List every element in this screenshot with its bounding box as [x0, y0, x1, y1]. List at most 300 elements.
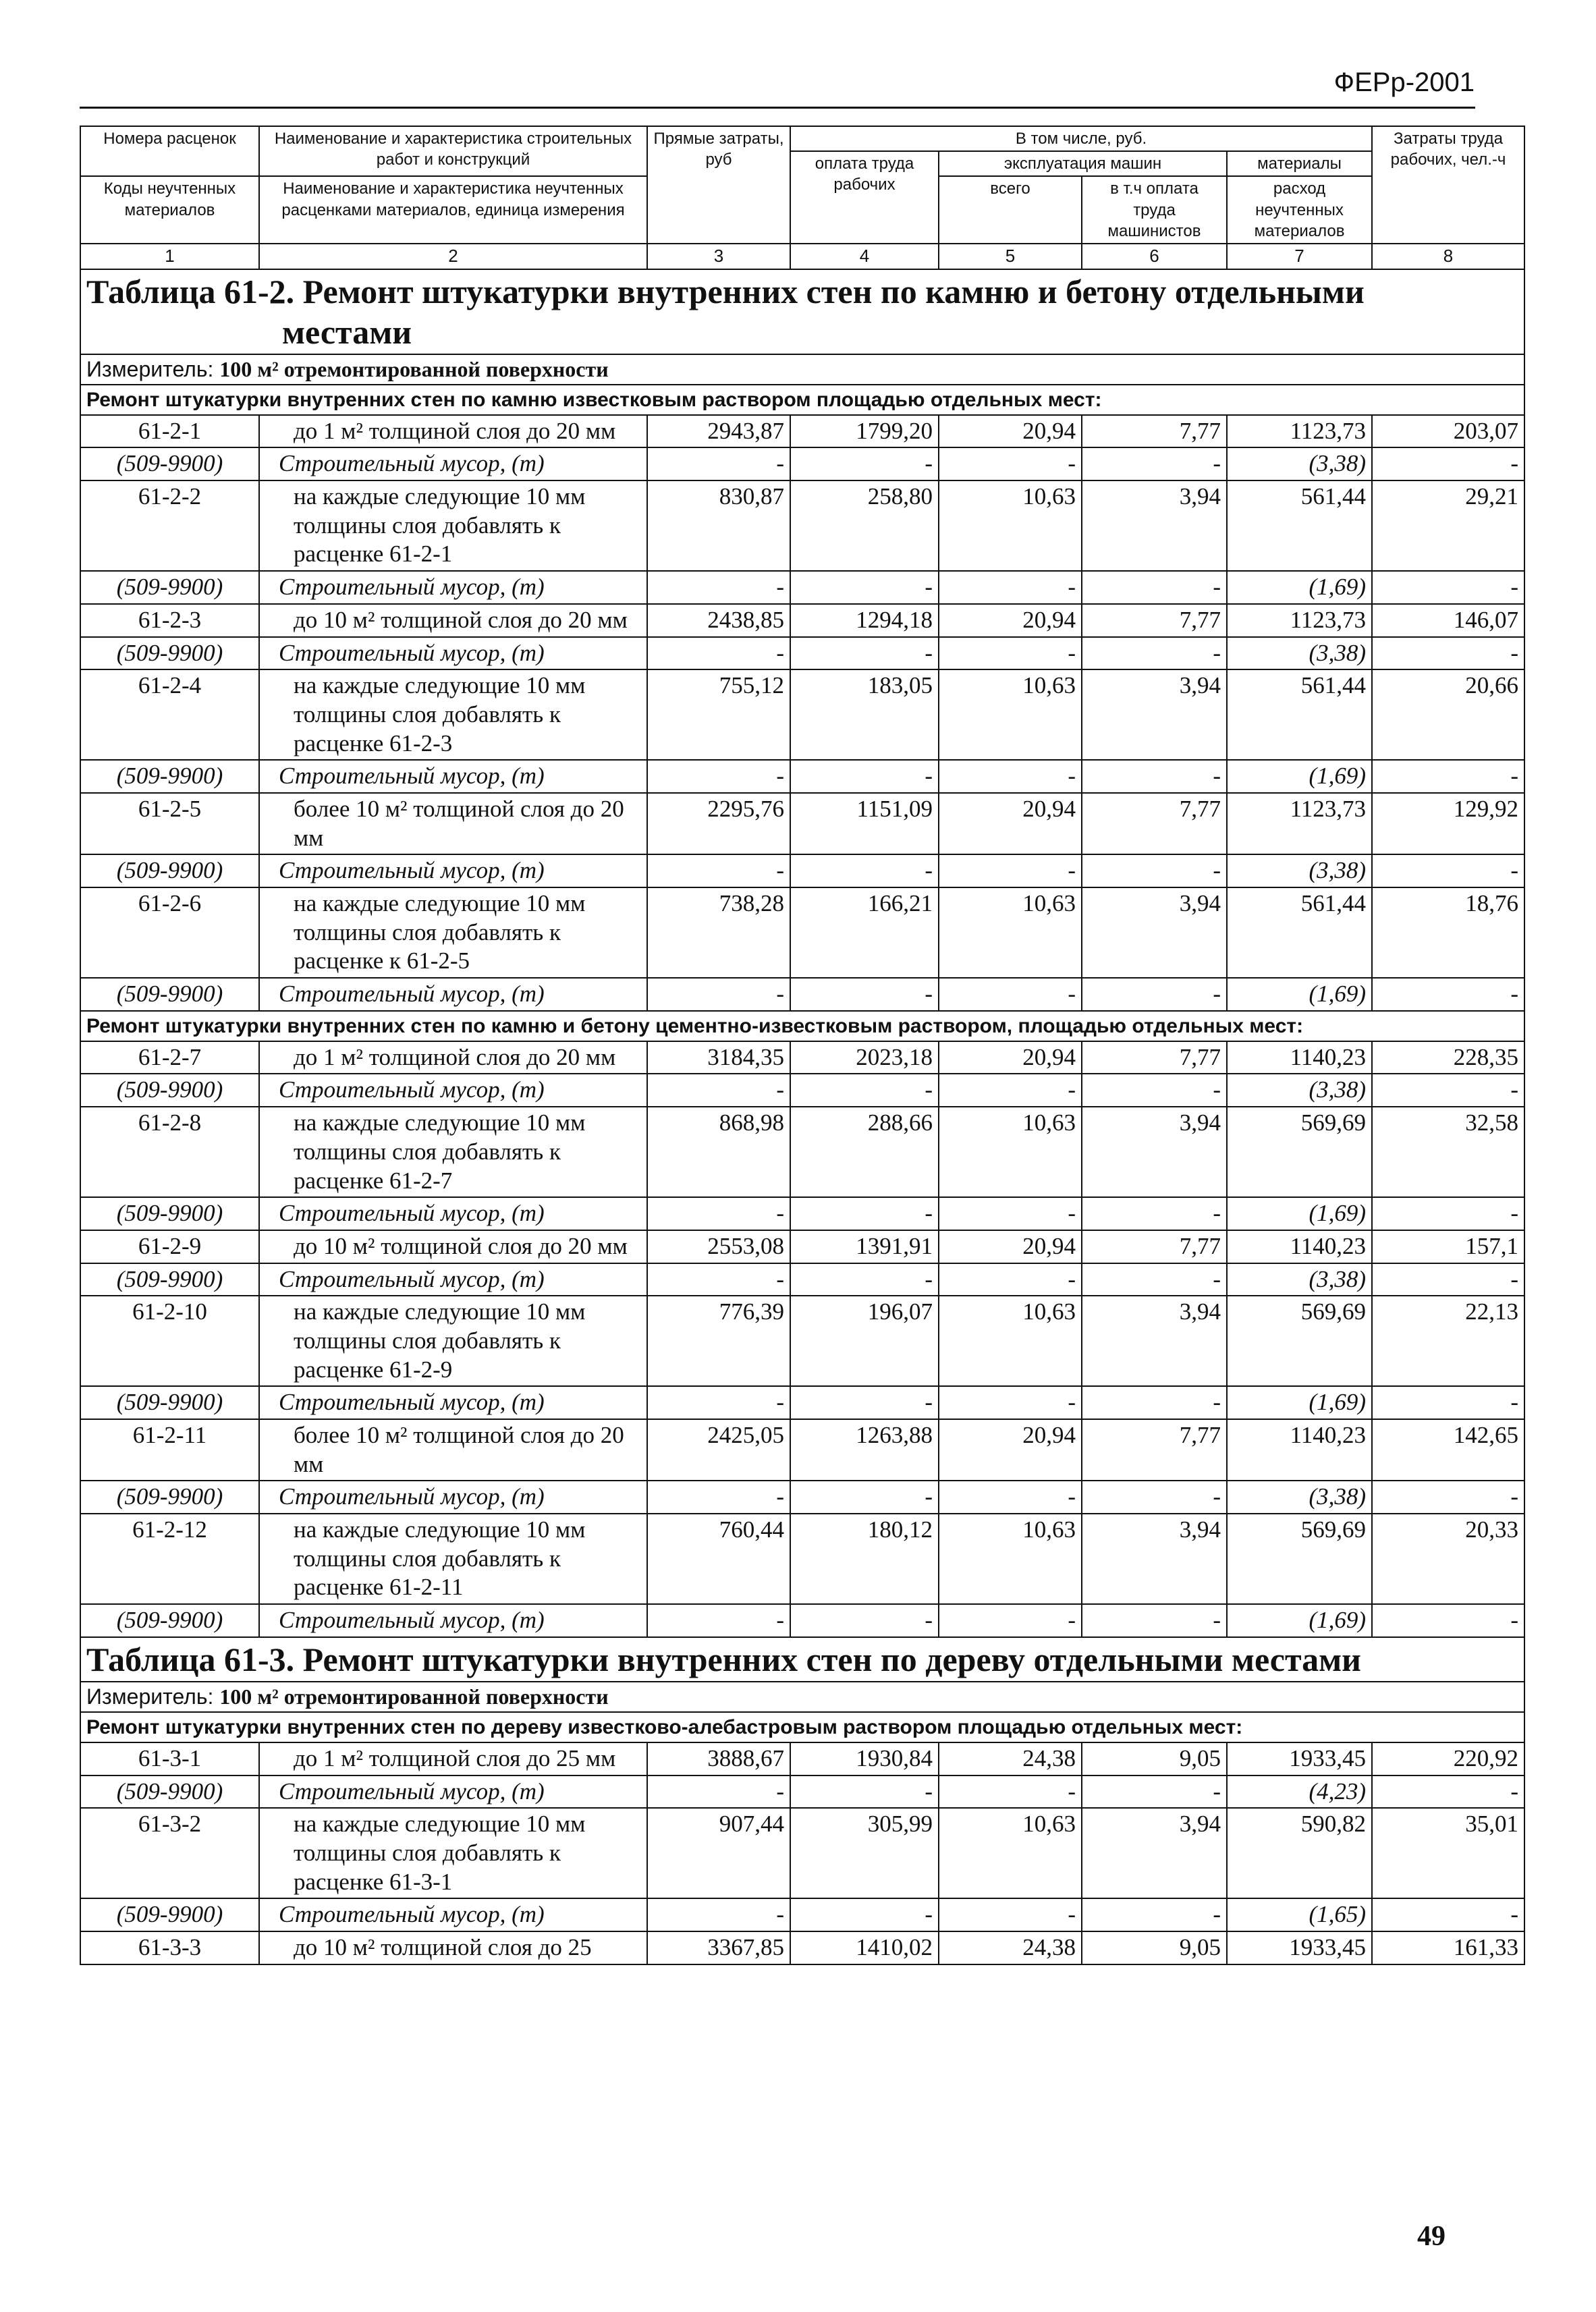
machinists-pay: 7,77 [1082, 1419, 1227, 1481]
rate-description: на каждые следующие 10 мм толщины слоя добавлять к расценке 61-2-1 [259, 480, 647, 571]
materials-cost: 569,69 [1227, 1107, 1372, 1197]
material-row [80, 760, 1524, 793]
dash-cell: - [790, 1481, 939, 1514]
machinists-pay: 7,77 [1082, 415, 1227, 448]
dash-cell: - [1082, 1386, 1227, 1419]
materials-cost: 1123,73 [1227, 415, 1372, 448]
dash-cell: - [790, 571, 939, 604]
table-row [80, 1230, 1524, 1263]
dash-cell: - [647, 1604, 790, 1637]
table2-title [80, 269, 1524, 354]
dash-cell: - [939, 978, 1082, 1011]
dash-cell: - [939, 1898, 1082, 1931]
dash-cell: - [647, 447, 790, 480]
column-number: 8 [1372, 244, 1524, 269]
rate-description: на каждые следующие 10 мм толщины слоя добавлять к расценке 61-2-7 [259, 1107, 647, 1197]
dash-cell: - [1372, 854, 1524, 887]
rate-description: на каждые следующие 10 мм толщины слоя добавлять к расценке 61-2-3 [259, 669, 647, 760]
dash-cell: - [1082, 978, 1227, 1011]
table2-title-line2: местами [282, 312, 412, 351]
measure-label: Измеритель: [86, 1684, 214, 1709]
rate-code: 61-2-2 [80, 480, 259, 571]
material-row [80, 1386, 1524, 1419]
column-number: 6 [1082, 244, 1227, 269]
table3-measure [80, 1682, 1524, 1712]
material-code: (509-9900) [80, 1197, 259, 1230]
material-description: Строительный мусор, (т) [259, 1898, 647, 1931]
column-number-row [80, 244, 1524, 269]
dash-cell: - [647, 1898, 790, 1931]
labor-hours: 20,66 [1372, 669, 1524, 760]
dash-cell: - [939, 1074, 1082, 1107]
materials-cost: 1140,23 [1227, 1230, 1372, 1263]
machines-total: 10,63 [939, 1107, 1082, 1197]
dash-cell: - [939, 1481, 1082, 1514]
labor-pay: 2023,18 [790, 1041, 939, 1074]
dash-cell: - [647, 1481, 790, 1514]
col6-header: в т.ч оплата труда машинистов [1082, 176, 1227, 244]
dash-cell: - [1082, 571, 1227, 604]
column-number: 1 [80, 244, 259, 269]
dash-cell: - [939, 760, 1082, 793]
dash-cell: - [647, 637, 790, 670]
dash-cell: - [1372, 1481, 1524, 1514]
rate-description: более 10 м² толщиной слоя до 20 мм [259, 1419, 647, 1481]
dash-cell: - [1082, 637, 1227, 670]
section-heading: Ремонт штукатурки внутренних стен по камню и бетону цементно-известковым раствором, площадью отдельных мест: [80, 1011, 1524, 1041]
labor-hours: 228,35 [1372, 1041, 1524, 1074]
machines-total: 20,94 [939, 604, 1082, 637]
machinists-pay: 3,94 [1082, 669, 1227, 760]
table-row [80, 1041, 1524, 1074]
dash-cell: - [1372, 1263, 1524, 1296]
dash-cell: - [1372, 1074, 1524, 1107]
machinists-pay: 3,94 [1082, 480, 1227, 571]
labor-hours: 18,76 [1372, 887, 1524, 978]
table-row [80, 415, 1524, 448]
machinists-pay: 3,94 [1082, 1107, 1227, 1197]
material-amount: (4,23) [1227, 1776, 1372, 1809]
material-code: (509-9900) [80, 447, 259, 480]
direct-cost: 738,28 [647, 887, 790, 978]
dash-cell: - [1082, 1604, 1227, 1637]
rate-code: 61-2-11 [80, 1419, 259, 1481]
labor-pay: 1263,88 [790, 1419, 939, 1481]
material-amount: (1,69) [1227, 571, 1372, 604]
material-row [80, 1604, 1524, 1637]
dash-cell: - [790, 1898, 939, 1931]
col2-header-bottom: Наименование и характеристика неучтенных расценками материалов, единица измерения [259, 176, 647, 244]
machinists-pay: 3,94 [1082, 1296, 1227, 1386]
labor-pay: 180,12 [790, 1514, 939, 1604]
table2-section2-row [80, 1011, 1524, 1041]
dash-cell: - [939, 1263, 1082, 1296]
machines-total: 24,38 [939, 1931, 1082, 1964]
dash-cell: - [1082, 447, 1227, 480]
table-row [80, 793, 1524, 854]
material-amount: (1,65) [1227, 1898, 1372, 1931]
labor-pay: 1151,09 [790, 793, 939, 854]
direct-cost: 776,39 [647, 1296, 790, 1386]
machines-total: 10,63 [939, 1808, 1082, 1898]
direct-cost: 2425,05 [647, 1419, 790, 1481]
table-row [80, 1419, 1524, 1481]
direct-cost: 2943,87 [647, 415, 790, 448]
materials-cost: 1123,73 [1227, 793, 1372, 854]
machines-total: 20,94 [939, 1230, 1082, 1263]
incl-header: В том числе, руб. [790, 126, 1372, 151]
materials-cost: 561,44 [1227, 480, 1372, 571]
rate-code: 61-2-8 [80, 1107, 259, 1197]
material-row [80, 1263, 1524, 1296]
material-amount: (1,69) [1227, 1197, 1372, 1230]
material-description: Строительный мусор, (т) [259, 854, 647, 887]
dash-cell: - [790, 1263, 939, 1296]
dash-cell: - [647, 1074, 790, 1107]
column-number: 3 [647, 244, 790, 269]
materials-cost: 561,44 [1227, 669, 1372, 760]
rate-code: 61-2-7 [80, 1041, 259, 1074]
dash-cell: - [1372, 1386, 1524, 1419]
material-description: Строительный мусор, (т) [259, 1386, 647, 1419]
column-number: 7 [1227, 244, 1372, 269]
material-description: Строительный мусор, (т) [259, 571, 647, 604]
table-row [80, 669, 1524, 760]
dash-cell: - [939, 1776, 1082, 1809]
labor-hours: 32,58 [1372, 1107, 1524, 1197]
col1-header-bottom: Коды неучтенных материалов [80, 176, 259, 244]
labor-hours: 142,65 [1372, 1419, 1524, 1481]
dash-cell: - [790, 978, 939, 1011]
machinists-pay: 3,94 [1082, 887, 1227, 978]
dash-cell: - [1372, 1604, 1524, 1637]
material-amount: (1,69) [1227, 978, 1372, 1011]
dash-cell: - [790, 637, 939, 670]
dash-cell: - [1082, 760, 1227, 793]
dash-cell: - [1082, 854, 1227, 887]
dash-cell: - [1372, 1776, 1524, 1809]
table-row [80, 1514, 1524, 1604]
material-description: Строительный мусор, (т) [259, 1776, 647, 1809]
dash-cell: - [647, 1776, 790, 1809]
dash-cell: - [1372, 978, 1524, 1011]
labor-pay: 1930,84 [790, 1742, 939, 1776]
rate-description: до 10 м² толщиной слоя до 20 мм [259, 604, 647, 637]
rate-code: 61-2-12 [80, 1514, 259, 1604]
table3-measure-row [80, 1682, 1524, 1712]
machines-total: 20,94 [939, 1041, 1082, 1074]
rate-description: до 10 м² толщиной слоя до 20 мм [259, 1230, 647, 1263]
labor-pay: 183,05 [790, 669, 939, 760]
table-row [80, 1296, 1524, 1386]
table2-section1-row [80, 385, 1524, 415]
dash-cell: - [790, 1074, 939, 1107]
material-description: Строительный мусор, (т) [259, 760, 647, 793]
material-description: Строительный мусор, (т) [259, 637, 647, 670]
material-row [80, 571, 1524, 604]
direct-cost: 830,87 [647, 480, 790, 571]
table3-title-row [80, 1637, 1524, 1682]
column-number: 2 [259, 244, 647, 269]
table2-title-row [80, 269, 1524, 354]
rate-description: до 1 м² толщиной слоя до 20 мм [259, 415, 647, 448]
material-amount: (1,69) [1227, 1386, 1372, 1419]
material-description: Строительный мусор, (т) [259, 1481, 647, 1514]
material-amount: (3,38) [1227, 637, 1372, 670]
table-row [80, 480, 1524, 571]
dash-cell: - [939, 447, 1082, 480]
direct-cost: 3888,67 [647, 1742, 790, 1776]
rate-code: 61-2-3 [80, 604, 259, 637]
dash-cell: - [1372, 447, 1524, 480]
header-row-1 [80, 126, 1524, 151]
direct-cost: 2295,76 [647, 793, 790, 854]
col8-header: Затраты труда рабочих, чел.-ч [1372, 126, 1524, 244]
material-row [80, 637, 1524, 670]
dash-cell: - [647, 978, 790, 1011]
machines-total: 20,94 [939, 415, 1082, 448]
machinists-pay: 7,77 [1082, 793, 1227, 854]
rate-code: 61-2-10 [80, 1296, 259, 1386]
material-code: (509-9900) [80, 1386, 259, 1419]
machinists-pay: 7,77 [1082, 1041, 1227, 1074]
table-row [80, 1742, 1524, 1776]
labor-pay: 1391,91 [790, 1230, 939, 1263]
material-code: (509-9900) [80, 637, 259, 670]
rate-code: 61-2-5 [80, 793, 259, 854]
dash-cell: - [647, 1263, 790, 1296]
column-number: 5 [939, 244, 1082, 269]
rate-description: на каждые следующие 10 мм толщины слоя добавлять к расценке 61-2-9 [259, 1296, 647, 1386]
material-description: Строительный мусор, (т) [259, 447, 647, 480]
table2-measure [80, 354, 1524, 385]
dash-cell: - [790, 854, 939, 887]
labor-pay: 305,99 [790, 1808, 939, 1898]
rate-code: 61-2-9 [80, 1230, 259, 1263]
material-row [80, 1074, 1524, 1107]
dash-cell: - [939, 1604, 1082, 1637]
rate-code: 61-3-3 [80, 1931, 259, 1964]
col7-header: расход неучтенных материалов [1227, 176, 1372, 244]
rate-description: более 10 м² толщиной слоя до 20 мм [259, 793, 647, 854]
machines-total: 24,38 [939, 1742, 1082, 1776]
dash-cell: - [790, 447, 939, 480]
dash-cell: - [790, 760, 939, 793]
labor-pay: 1294,18 [790, 604, 939, 637]
labor-hours: 35,01 [1372, 1808, 1524, 1898]
dash-cell: - [1082, 1074, 1227, 1107]
material-code: (509-9900) [80, 978, 259, 1011]
dash-cell: - [1372, 760, 1524, 793]
document-code: ФЕРр-2001 [1333, 67, 1475, 97]
materials-cost: 569,69 [1227, 1514, 1372, 1604]
dash-cell: - [790, 1604, 939, 1637]
dash-cell: - [1372, 1197, 1524, 1230]
dash-cell: - [1372, 1898, 1524, 1931]
labor-pay: 258,80 [790, 480, 939, 571]
dash-cell: - [1082, 1898, 1227, 1931]
material-row [80, 1776, 1524, 1809]
material-row [80, 447, 1524, 480]
dash-cell: - [1082, 1481, 1227, 1514]
table3-section1-row [80, 1712, 1524, 1742]
dash-cell: - [939, 854, 1082, 887]
machinists-pay: 3,94 [1082, 1808, 1227, 1898]
machines-total: 10,63 [939, 1514, 1082, 1604]
labor-hours: 157,1 [1372, 1230, 1524, 1263]
rate-description: на каждые следующие 10 мм толщины слоя добавлять к расценке к 61-2-5 [259, 887, 647, 978]
materials-cost: 561,44 [1227, 887, 1372, 978]
machines-total: 10,63 [939, 887, 1082, 978]
direct-cost: 2553,08 [647, 1230, 790, 1263]
direct-cost: 760,44 [647, 1514, 790, 1604]
page-number: 49 [1417, 2221, 1446, 2252]
dash-cell: - [647, 1197, 790, 1230]
machinists-pay: 3,94 [1082, 1514, 1227, 1604]
measure-value: 100 м² отремонтированной поверхности [219, 356, 609, 381]
dash-cell: - [939, 1386, 1082, 1419]
dash-cell: - [1082, 1197, 1227, 1230]
labor-hours: 20,33 [1372, 1514, 1524, 1604]
material-amount: (3,38) [1227, 1074, 1372, 1107]
material-row [80, 1898, 1524, 1931]
col1-header-top: Номера расценок [80, 126, 259, 176]
direct-cost: 2438,85 [647, 604, 790, 637]
col5-header: всего [939, 176, 1082, 244]
dash-cell: - [790, 1776, 939, 1809]
rate-code: 61-2-6 [80, 887, 259, 978]
labor-hours: 29,21 [1372, 480, 1524, 571]
direct-cost: 907,44 [647, 1808, 790, 1898]
table-row [80, 1931, 1524, 1964]
labor-pay: 1410,02 [790, 1931, 939, 1964]
rate-description: на каждые следующие 10 мм толщины слоя добавлять к расценке 61-2-11 [259, 1514, 647, 1604]
dash-cell: - [939, 1197, 1082, 1230]
material-row [80, 978, 1524, 1011]
materials-cost: 1933,45 [1227, 1931, 1372, 1964]
labor-hours: 146,07 [1372, 604, 1524, 637]
dash-cell: - [647, 1386, 790, 1419]
dash-cell: - [790, 1386, 939, 1419]
machines-header: эксплуатация машин [939, 151, 1227, 176]
materials-cost: 1933,45 [1227, 1742, 1372, 1776]
dash-cell: - [1082, 1776, 1227, 1809]
material-amount: (1,69) [1227, 760, 1372, 793]
materials-cost: 590,82 [1227, 1808, 1372, 1898]
table-row [80, 1808, 1524, 1898]
dash-cell: - [790, 1197, 939, 1230]
labor-hours: 22,13 [1372, 1296, 1524, 1386]
rate-code: 61-3-2 [80, 1808, 259, 1898]
machines-total: 20,94 [939, 1419, 1082, 1481]
rate-description: до 1 м² толщиной слоя до 25 мм [259, 1742, 647, 1776]
labor-pay: 196,07 [790, 1296, 939, 1386]
material-row [80, 1197, 1524, 1230]
dash-cell: - [647, 854, 790, 887]
rate-description: до 10 м² толщиной слоя до 25 [259, 1931, 647, 1964]
machines-total: 20,94 [939, 793, 1082, 854]
materials-cost: 1140,23 [1227, 1419, 1372, 1481]
material-code: (509-9900) [80, 1481, 259, 1514]
materials-header: материалы [1227, 151, 1372, 176]
machines-total: 10,63 [939, 480, 1082, 571]
dash-cell: - [1372, 637, 1524, 670]
material-code: (509-9900) [80, 1776, 259, 1809]
material-code: (509-9900) [80, 571, 259, 604]
machinists-pay: 9,05 [1082, 1931, 1227, 1964]
rates-table [80, 126, 1525, 1965]
material-description: Строительный мусор, (т) [259, 1197, 647, 1230]
material-code: (509-9900) [80, 1263, 259, 1296]
labor-hours: 129,92 [1372, 793, 1524, 854]
material-row [80, 1481, 1524, 1514]
material-amount: (3,38) [1227, 447, 1372, 480]
labor-hours: 220,92 [1372, 1742, 1524, 1776]
materials-cost: 569,69 [1227, 1296, 1372, 1386]
section-heading: Ремонт штукатурки внутренних стен по дереву известково-алебастровым раствором площадью отдельных мест: [80, 1712, 1524, 1742]
material-code: (509-9900) [80, 1074, 259, 1107]
direct-cost: 3367,85 [647, 1931, 790, 1964]
dash-cell: - [939, 571, 1082, 604]
labor-hours: 203,07 [1372, 415, 1524, 448]
rate-code: 61-2-1 [80, 415, 259, 448]
dash-cell: - [1082, 1263, 1227, 1296]
material-amount: (3,38) [1227, 1263, 1372, 1296]
material-amount: (3,38) [1227, 854, 1372, 887]
labor-hours: 161,33 [1372, 1931, 1524, 1964]
material-code: (509-9900) [80, 1604, 259, 1637]
material-description: Строительный мусор, (т) [259, 978, 647, 1011]
machinists-pay: 9,05 [1082, 1742, 1227, 1776]
table2-title-line1: Таблица 61-2. Ремонт штукатурки внутренних стен по камню и бетону отдельными [86, 272, 1365, 310]
col4-header: оплата труда рабочих [790, 151, 939, 244]
col3-header: Прямые затраты, руб [647, 126, 790, 244]
dash-cell: - [647, 760, 790, 793]
material-code: (509-9900) [80, 1898, 259, 1931]
dash-cell: - [1372, 571, 1524, 604]
measure-value: 100 м² отремонтированной поверхности [219, 1684, 609, 1709]
table-row [80, 604, 1524, 637]
dash-cell: - [647, 571, 790, 604]
table3-title: Таблица 61-3. Ремонт штукатурки внутренних стен по дереву отдельными местами [80, 1637, 1524, 1682]
machinists-pay: 7,77 [1082, 1230, 1227, 1263]
material-description: Строительный мусор, (т) [259, 1263, 647, 1296]
column-number: 4 [790, 244, 939, 269]
header-rule [80, 107, 1475, 109]
material-description: Строительный мусор, (т) [259, 1604, 647, 1637]
material-code: (509-9900) [80, 760, 259, 793]
labor-pay: 288,66 [790, 1107, 939, 1197]
rate-code: 61-2-4 [80, 669, 259, 760]
materials-cost: 1140,23 [1227, 1041, 1372, 1074]
material-row [80, 854, 1524, 887]
material-amount: (1,69) [1227, 1604, 1372, 1637]
machinists-pay: 7,77 [1082, 604, 1227, 637]
table2-measure-row [80, 354, 1524, 385]
material-description: Строительный мусор, (т) [259, 1074, 647, 1107]
direct-cost: 755,12 [647, 669, 790, 760]
rate-code: 61-3-1 [80, 1742, 259, 1776]
section-heading: Ремонт штукатурки внутренних стен по камню известковым раствором площадью отдельных мест: [80, 385, 1524, 415]
labor-pay: 166,21 [790, 887, 939, 978]
direct-cost: 3184,35 [647, 1041, 790, 1074]
materials-cost: 1123,73 [1227, 604, 1372, 637]
material-amount: (3,38) [1227, 1481, 1372, 1514]
machines-total: 10,63 [939, 669, 1082, 760]
direct-cost: 868,98 [647, 1107, 790, 1197]
labor-pay: 1799,20 [790, 415, 939, 448]
table-row [80, 1107, 1524, 1197]
